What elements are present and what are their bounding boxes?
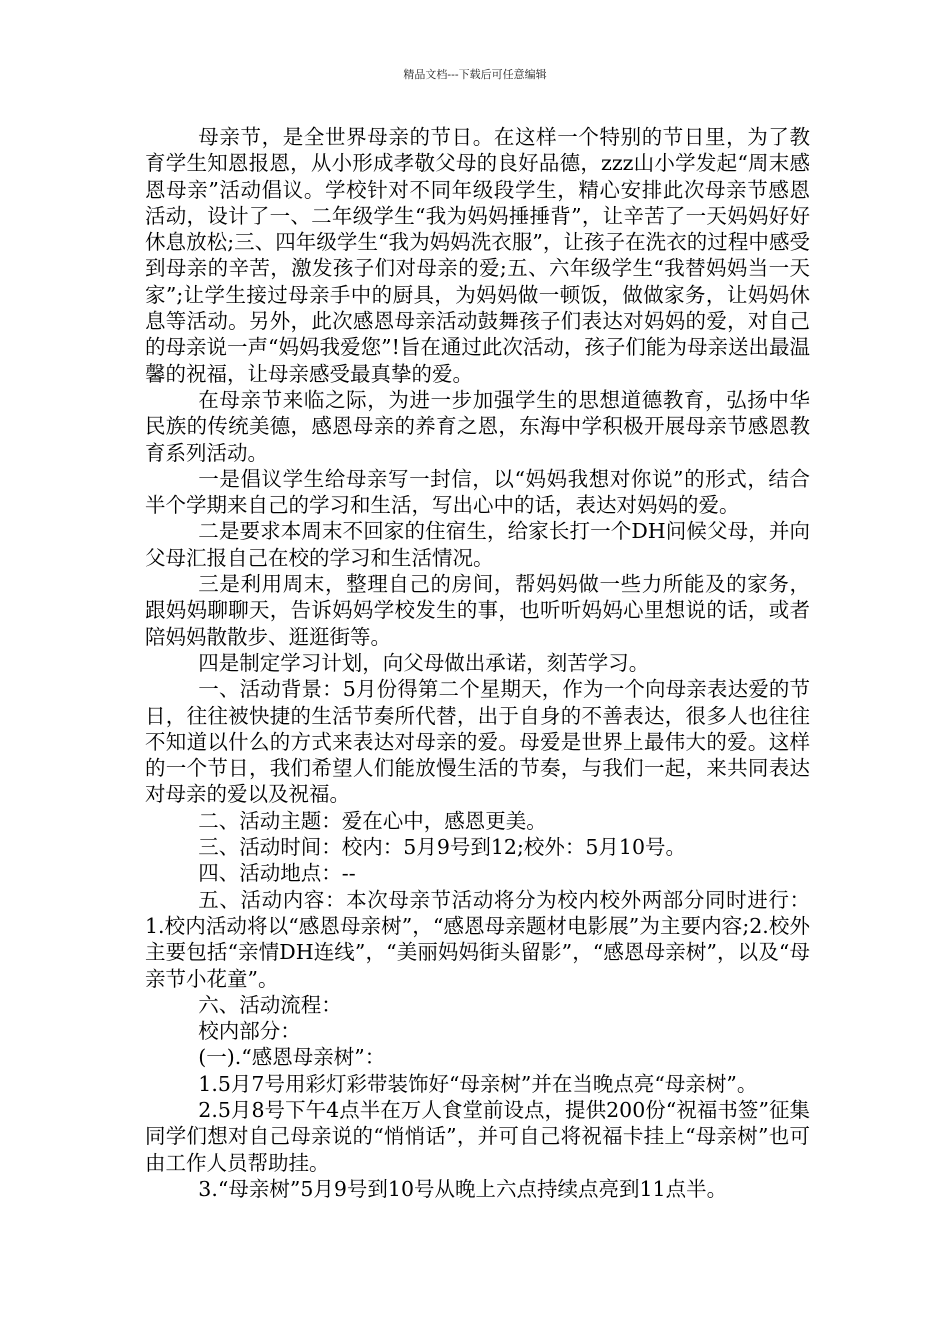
paragraph: 三、活动时间：校内：5月9号到12;校外：5月10号。 — [198, 835, 687, 860]
paragraph: 五、活动内容：本次母亲节活动将分为校内校外两部分同时进行：1.校内活动将以“感恩母亲树”，“感恩母亲题材电影展”为主要内容;2.校外主要包括“亲情DH连线”，“美丽妈妈街头留影”，“感恩母亲树”，以及“母亲节小花童”。 — [145, 887, 810, 991]
paragraph: 2.5月8号下午4点半在万人食堂前设点，提供200份“祝福书签”征集同学们想对自己母亲说的“悄悄话”，并可自己将祝福卡挂上“母亲树”也可由工作人员帮助挂。 — [145, 1097, 810, 1175]
paragraph: 一是倡议学生给母亲写一封信，以“妈妈我想对你说”的形式，结合半个学期来自己的学习和生活，写出心中的话，表达对妈妈的爱。 — [145, 466, 810, 518]
paragraph: 校内部分： — [198, 1019, 301, 1044]
document-body — [145, 124, 810, 1202]
paragraph: 一、活动背景：5月份得第二个星期天，作为一个向母亲表达爱的节日，往往被快捷的生活节奏所代替，出于自身的不善表达，很多人也往往不知道以什么的方式来表达对母亲的爱。母爱是世界上最伟大的爱。这样的一个节日，我们希望人们能放慢生活的节奏，与我们一起，来共同表达对母亲的爱以及祝福。 — [145, 677, 810, 807]
paragraph: 3.“母亲树”5月9号到10号从晚上六点持续点亮到11点半。 — [198, 1176, 728, 1201]
paragraph: 四、活动地点：-- — [198, 861, 356, 886]
paragraph: 母亲节，是全世界母亲的节日。在这样一个特别的节日里，为了教育学生知恩报恩，从小形成孝敬父母的良好品德，zzz山小学发起“周末感恩母亲”活动倡议。学校针对不同年级段学生，精心安排此次母亲节感恩活动，设计了一、二年级学生“我为妈妈捶捶背”，让辛苦了一天妈妈好好休息放松;三、四年级学生“我为妈妈洗衣服”，让孩子在洗衣的过程中感受到母亲的辛苦，激发孩子们对母亲的爱;五、六年级学生“我替妈妈当一天家”;让学生接过母亲手中的厨具，为妈妈做一顿饭，做做家务，让妈妈休息等活动。另外，此次感恩母亲活动鼓舞孩子们表达对妈妈的爱，对自己的母亲说一声“妈妈我爱您”!旨在通过此次活动，孩子们能为母亲送出最温馨的祝福，让母亲感受最真挚的爱。 — [145, 125, 810, 386]
paragraph: (一).“感恩母亲树”： — [198, 1045, 386, 1070]
paragraph: 四是制定学习计划，向父母做出承诺，刻苦学习。 — [198, 650, 650, 675]
paragraph: 三是利用周末，整理自己的房间，帮妈妈做一些力所能及的家务，跟妈妈聊聊天，告诉妈妈学校发生的事，也听听妈妈心里想说的话，或者陪妈妈散散步、逛逛街等。 — [145, 572, 810, 649]
paragraph: 六、活动流程： — [198, 992, 342, 1017]
paragraph: 1.5月7号用彩灯彩带装饰好“母亲树”并在当晚点亮“母亲树”。 — [198, 1071, 758, 1096]
paragraph: 二是要求本周末不回家的住宿生，给家长打一个DH问候父母，并向父母汇报自己在校的学习和生活情况。 — [145, 519, 810, 570]
paragraph: 在母亲节来临之际，为进一步加强学生的思想道德教育，弘扬中华民族的传统美德，感恩母亲的养育之恩，东海中学积极开展母亲节感恩教育系列活动。 — [145, 387, 810, 465]
paragraph: 二、活动主题：爱在心中，感恩更美。 — [198, 808, 547, 833]
page-header: 精品文档---下载后可任意编辑 — [403, 68, 547, 81]
